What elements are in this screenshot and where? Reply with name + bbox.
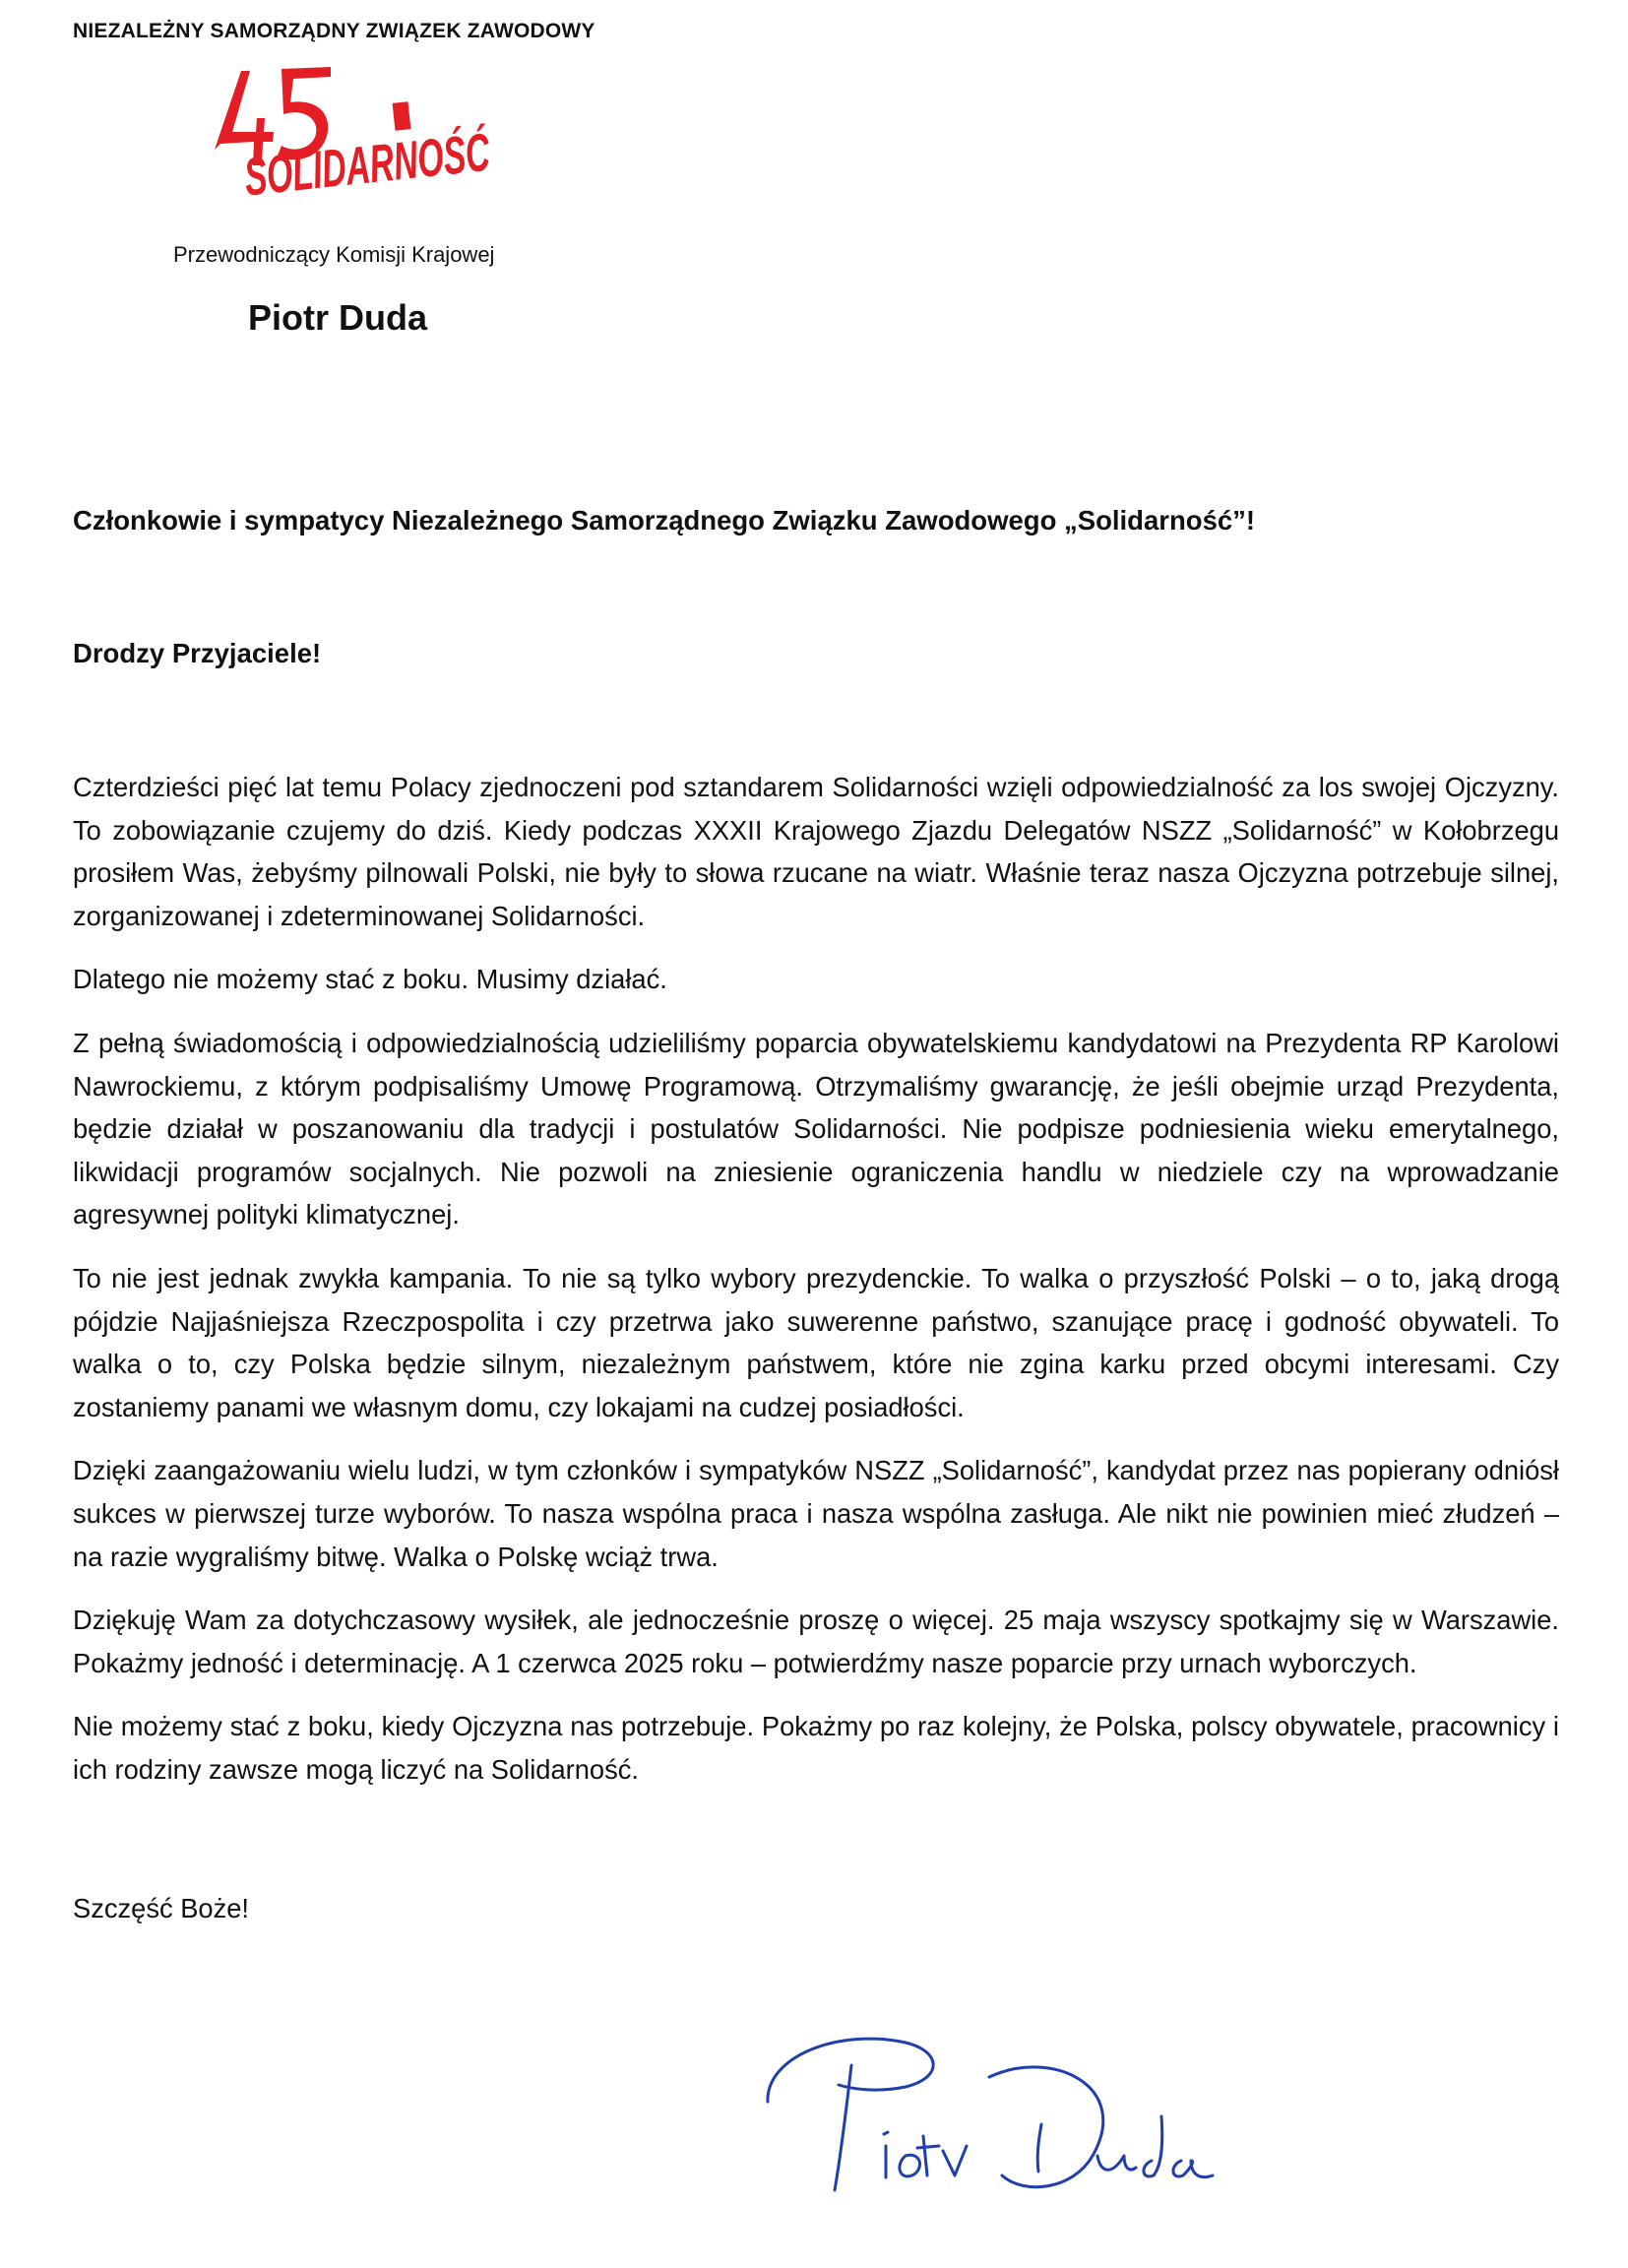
paragraph: Dzięki zaangażowaniu wielu ludzi, w tym członków i sympatyków NSZZ „Solidarność”, kandydat przez nas popierany odniósł sukces w pierwszej turze wyborów. To nasza wspólna praca i nasza wspólna zasługa. Ale nikt nie powinien mieć złudzeń – na razie wygraliśmy bitwę. Walka o Polskę wciąż trwa. xyxy=(73,1455,1559,1572)
paragraph: Nie możemy stać z boku, kiedy Ojczyzna nas potrzebuje. Pokażmy po raz kolejny, że Polska, polscy obywatele, pracownicy i ich rodziny zawsze mogą liczyć na Solidarność. xyxy=(73,1711,1559,1785)
svg-text:SOLIDARNOŚĆ: SOLIDARNOŚĆ xyxy=(241,107,639,208)
closing-line: Szczęść Boże! xyxy=(73,1893,250,1923)
handwritten-signature xyxy=(758,2018,1270,2215)
addressee-line: Członkowie i sympatycy Niezależnego Samorządnego Związku Zawodowego „Solidarność”! xyxy=(73,505,1256,536)
organization-name: NIEZALEŻNY SAMORZĄDNY ZWIĄZEK ZAWODOWY xyxy=(73,20,595,42)
solidarnosc-45-logo xyxy=(197,59,639,208)
paragraph: Dziękuję Wam za dotychczasowy wysiłek, ale jednocześnie proszę o więcej. 25 maja wszyscy spotkajmy się w Warszawie. Pokażmy jedność i determinację. A 1 czerwca 2025 roku – potwierdźmy nasze poparcie przy urnach wyborczych. xyxy=(73,1605,1559,1678)
paragraph: Dlatego nie możemy stać z boku. Musimy działać. xyxy=(73,964,667,995)
chairman-role: Przewodniczący Komisji Krajowej xyxy=(173,242,495,267)
chairman-name: Piotr Duda xyxy=(248,297,428,338)
greeting-line: Drodzy Przyjaciele! xyxy=(73,638,322,668)
paragraph: Z pełną świadomością i odpowiedzialnością udzieliliśmy poparcia obywatelskiemu kandydatowi na Prezydenta RP Karolowi Nawrockiemu, z którym podpisaliśmy Umowę Programową. Otrzymaliśmy gwarancję, że jeśli obejmie urząd Prezydenta, będzie działał w poszanowaniu dla tradycji i postulatów Solidarności. Nie podpisze podniesienia wieku emerytalnego, likwidacji programów socjalnych. Nie pozwoli na zniesienie ograniczenia handlu w niedziele czy na wprowadzanie agresywnej polityki klimatycznej. xyxy=(73,1027,1559,1230)
letter-body xyxy=(73,766,1559,1811)
paragraph: Czterdzieści pięć lat temu Polacy zjednoczeni pod sztandarem Solidarności wzięli odpowiedzialność za los swojej Ojczyzny. To zobowiązanie czujemy do dziś. Kiedy podczas XXXII Krajowego Zjazdu Delegatów NSZZ „Solidarność” w Kołobrzegu prosiłem Was, żebyśmy pilnowali Polski, nie były to słowa rzucane na wiatr. Właśnie teraz nasza Ojczyzna potrzebuje silnej, zorganizowanej i zdeterminowanej Solidarności. xyxy=(73,772,1559,931)
paragraph: To nie jest jednak zwykła kampania. To nie są tylko wybory prezydenckie. To walka o przyszłość Polski – o to, jaką drogą pójdzie Najjaśniejsza Rzeczpospolita i czy przetrwa jako suwerenne państwo, szanujące pracę i godność obywateli. To walka o to, czy Polska będzie silnym, niezależnym państwem, które nie zgina karku przed obcymi interesami. Czy zostaniemy panami we własnym domu, czy lokajami na cudzej posiadłości. xyxy=(73,1262,1559,1422)
